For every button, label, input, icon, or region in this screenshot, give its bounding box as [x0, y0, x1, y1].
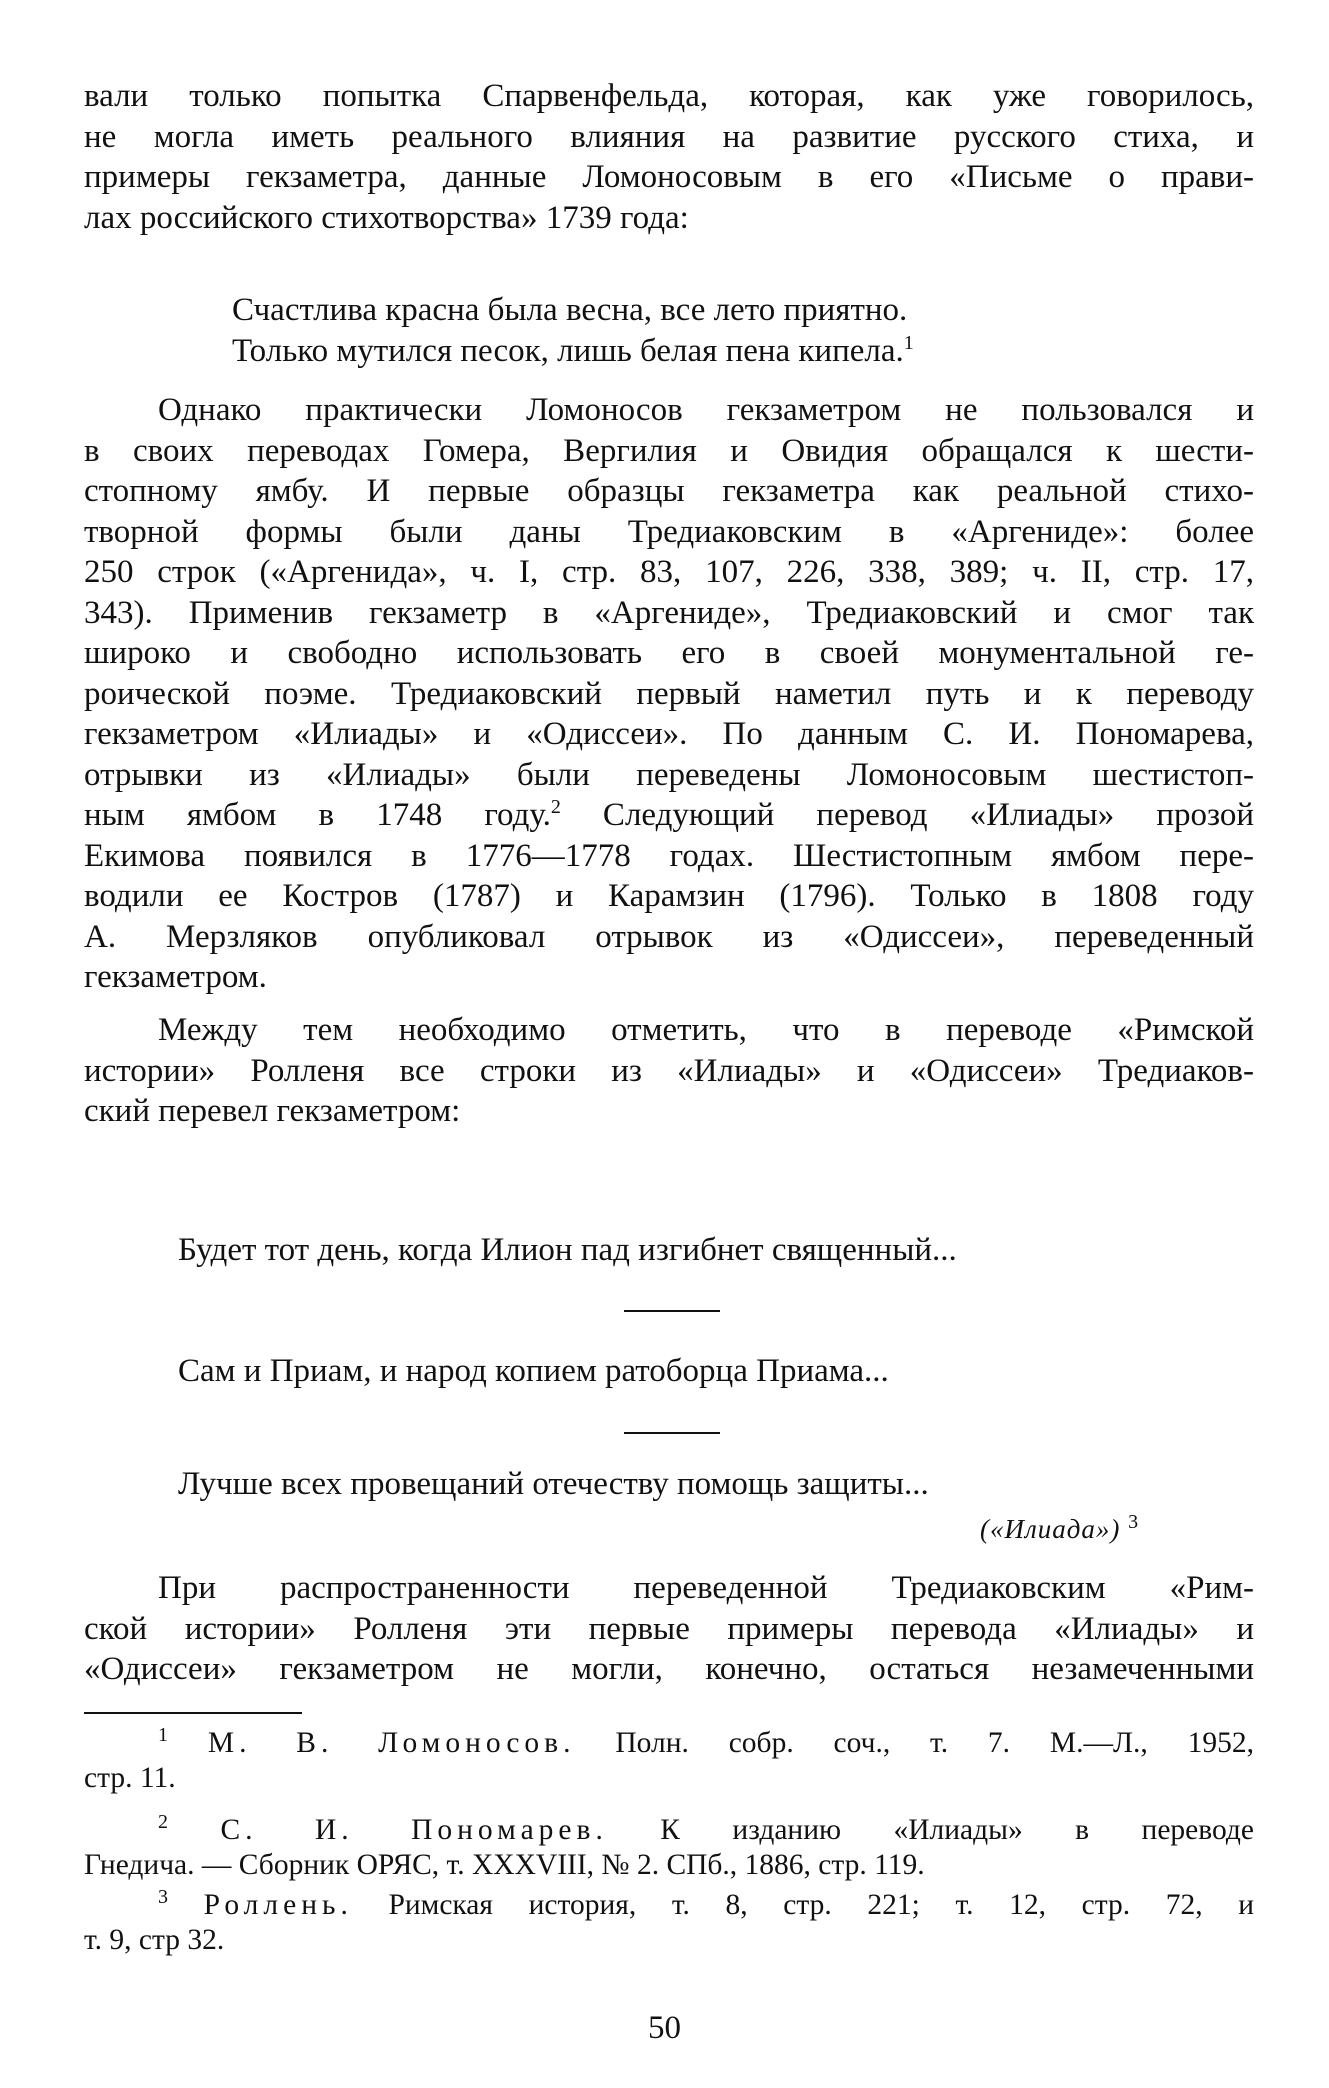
footnote-text: К изданию «Илиады» в переводе	[607, 1814, 1255, 1846]
footnote-rule	[84, 1712, 302, 1714]
verse-line: Счастлива красна была весна, все лето приятно.	[232, 292, 908, 328]
text-line: гекзаметром «Илиады» и «Одиссеи». По данным С. И. Пономарева,	[84, 716, 1254, 752]
separator-rule	[624, 1310, 720, 1312]
footnote-1	[84, 1726, 1254, 1796]
text-line: лах российского стихотворства» 1739 года:	[84, 199, 689, 236]
footnote-line: Гнедича. — Сборник ОРЯС, т. XXXVIII, № 2. СПб., 1886, стр. 119.	[84, 1849, 925, 1881]
footnote-text: Полн. собр. соч., т. 7. М.—Л., 1952,	[575, 1727, 1254, 1759]
text-line: Однако практически Ломоносов гекзаметром не пользовался и	[158, 392, 1254, 428]
footnote-mark: 2	[550, 796, 561, 818]
footnote-text: Римская история, т. 8, стр. 221; т. 12, стр. 72, и	[352, 1889, 1255, 1921]
paragraph-3	[84, 1010, 1254, 1132]
text-line: стопному ямбу. И первые образцы гекзаметра как реальной стихо-	[84, 473, 1254, 509]
text-line: «Одиссеи» гекзаметром не могли, конечно, остаться незамеченными	[84, 1651, 1254, 1687]
paragraph-1	[84, 76, 1254, 238]
text-line: 250 строк («Аргенида», ч. I, стр. 83, 107, 226, 338, 389; ч. II, стр. 17,	[84, 554, 1254, 590]
footnote-2	[84, 1813, 1254, 1883]
text-line: Екимова появился в 1776—1778 годах. Шестистопным ямбом пере-	[84, 837, 1254, 874]
text-line: ский перевел гекзаметром:	[84, 1093, 461, 1129]
verse-quote	[232, 290, 914, 372]
text-line: гекзаметром.	[84, 959, 267, 995]
quote-line-1: Будет тот день, когда Илион пад изгибнет священный...	[178, 1232, 957, 1268]
verse-line	[232, 331, 914, 372]
text-line	[84, 795, 1254, 836]
text-line: ской истории» Ролленя эти первые примеры перевода «Илиады» и	[84, 1610, 1254, 1647]
footnote-line	[84, 1813, 1254, 1848]
footnote-mark: 2	[158, 1811, 168, 1834]
text-line: примеры гекзаметра, данные Ломоносовым в его «Письме о прави-	[84, 159, 1254, 195]
footnote-line	[84, 1888, 1254, 1923]
text-line: творной формы были даны Тредиаковским в «Аргениде»: более	[84, 513, 1254, 550]
text-line: не могла иметь реального влияния на развитие русского стиха, и	[84, 118, 1254, 155]
text-line: отрывки из «Илиады» были переведены Ломоносовым шестистоп-	[84, 756, 1254, 793]
text-line: вали только попытка Спарвенфельда, которая, как уже говорилось,	[84, 78, 1254, 114]
footnote-mark: 1	[158, 1724, 168, 1747]
separator-rule	[624, 1432, 720, 1434]
footnote-mark: 3	[158, 1886, 168, 1909]
verse-line-text: Только мутился песок, лишь белая пена кипела.	[232, 333, 904, 369]
text-segment: Следующий перевод «Илиады» прозой	[560, 797, 1254, 833]
text-line: водили ее Костров (1787) и Карамзин (1796). Только в 1808 году	[84, 878, 1254, 914]
footnote-line: т. 9, стр 32.	[84, 1924, 225, 1956]
quote-line-3: Лучше всех провещаний отечеству помощь защиты...	[178, 1466, 929, 1502]
footnote-author: С. И. Пономарев.	[220, 1814, 608, 1846]
text-line: При распространенности переведенной Тредиаковским «Рим-	[158, 1570, 1254, 1606]
text-line: Между тем необходимо отметить, что в переводе «Римской	[158, 1012, 1254, 1048]
text-line: роической поэме. Тредиаковский первый наметил путь и к переводу	[84, 675, 1254, 712]
page-number: 50	[648, 2010, 681, 2046]
text-line: широко и свободно использовать его в своей монументальной ге-	[84, 635, 1254, 671]
paragraph-2	[84, 390, 1254, 998]
attribution-text: («Илиада»)	[980, 1514, 1121, 1544]
text-line: А. Мерзляков опубликовал отрывок из «Одиссеи», переведенный	[84, 918, 1254, 955]
footnote-3	[84, 1888, 1254, 1958]
paragraph-4	[84, 1568, 1254, 1690]
footnote-line	[84, 1726, 1254, 1761]
quote-line-2: Сам и Приам, и народ копием ратоборца Приама...	[178, 1353, 889, 1389]
text-line: истории» Ролленя все строки из «Илиады» и «Одиссеи» Тредиаков-	[84, 1052, 1254, 1089]
footnote-line: стр. 11.	[84, 1762, 176, 1794]
quote-attribution	[980, 1511, 1140, 1545]
footnote-author: Роллень.	[203, 1889, 353, 1921]
text-line: в своих переводах Гомера, Вергилия и Овидия обращался к шести-	[84, 432, 1254, 469]
text-segment: ным ямбом в 1748 году.	[84, 797, 551, 833]
text-line: 343). Применив гекзаметр в «Аргениде», Тредиаковский и смог так	[84, 594, 1254, 631]
footnote-author: М. В. Ломоносов.	[207, 1727, 576, 1759]
footnote-mark: 3	[1128, 1511, 1140, 1533]
footnote-mark: 1	[903, 332, 914, 354]
